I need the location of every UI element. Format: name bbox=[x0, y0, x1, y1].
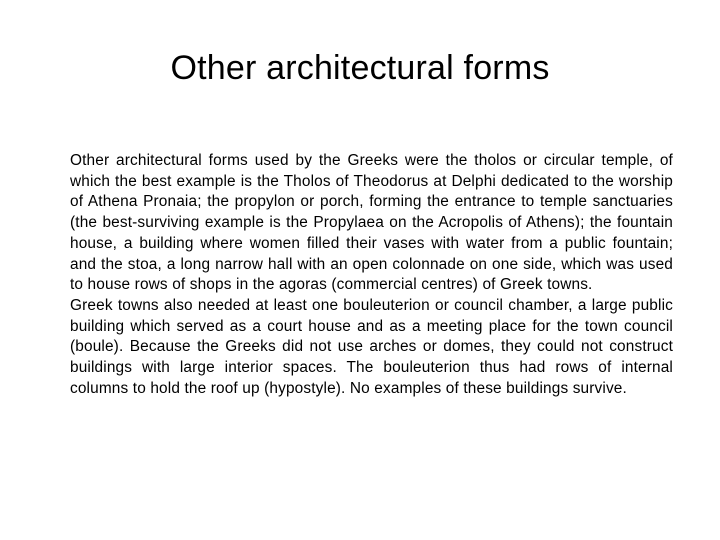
slide-title: Other architectural forms bbox=[170, 49, 550, 87]
slide-body bbox=[70, 151, 673, 399]
body-paragraph-2: Greek towns also needed at least one bouleuterion or council chamber, a large public building which served as a court house and as a meeting place for the town council (boule). Because the Greeks did not use arches or domes, they could not construct buildings with large interior spaces. The bouleuterion thus had rows of internal columns to hold the roof up (hypostyle). No examples of these buildings survive. bbox=[70, 296, 673, 397]
body-paragraph-1: Other architectural forms used by the Greeks were the tholos or circular temple, of which the best example is the Tholos of Theodorus at Delphi dedicated to the worship of Athena Pronaia; the propylon or porch, forming the entrance to temple sanctuaries (the best-surviving example is the Propylaea on the Acropolis of Athens); the fountain house, a building where women filled their vases with water from a public fountain; and the stoa, a long narrow hall with an open colonnade on one side, which was used to house rows of shops in the agoras (commercial centres) of Greek towns. bbox=[70, 152, 673, 294]
